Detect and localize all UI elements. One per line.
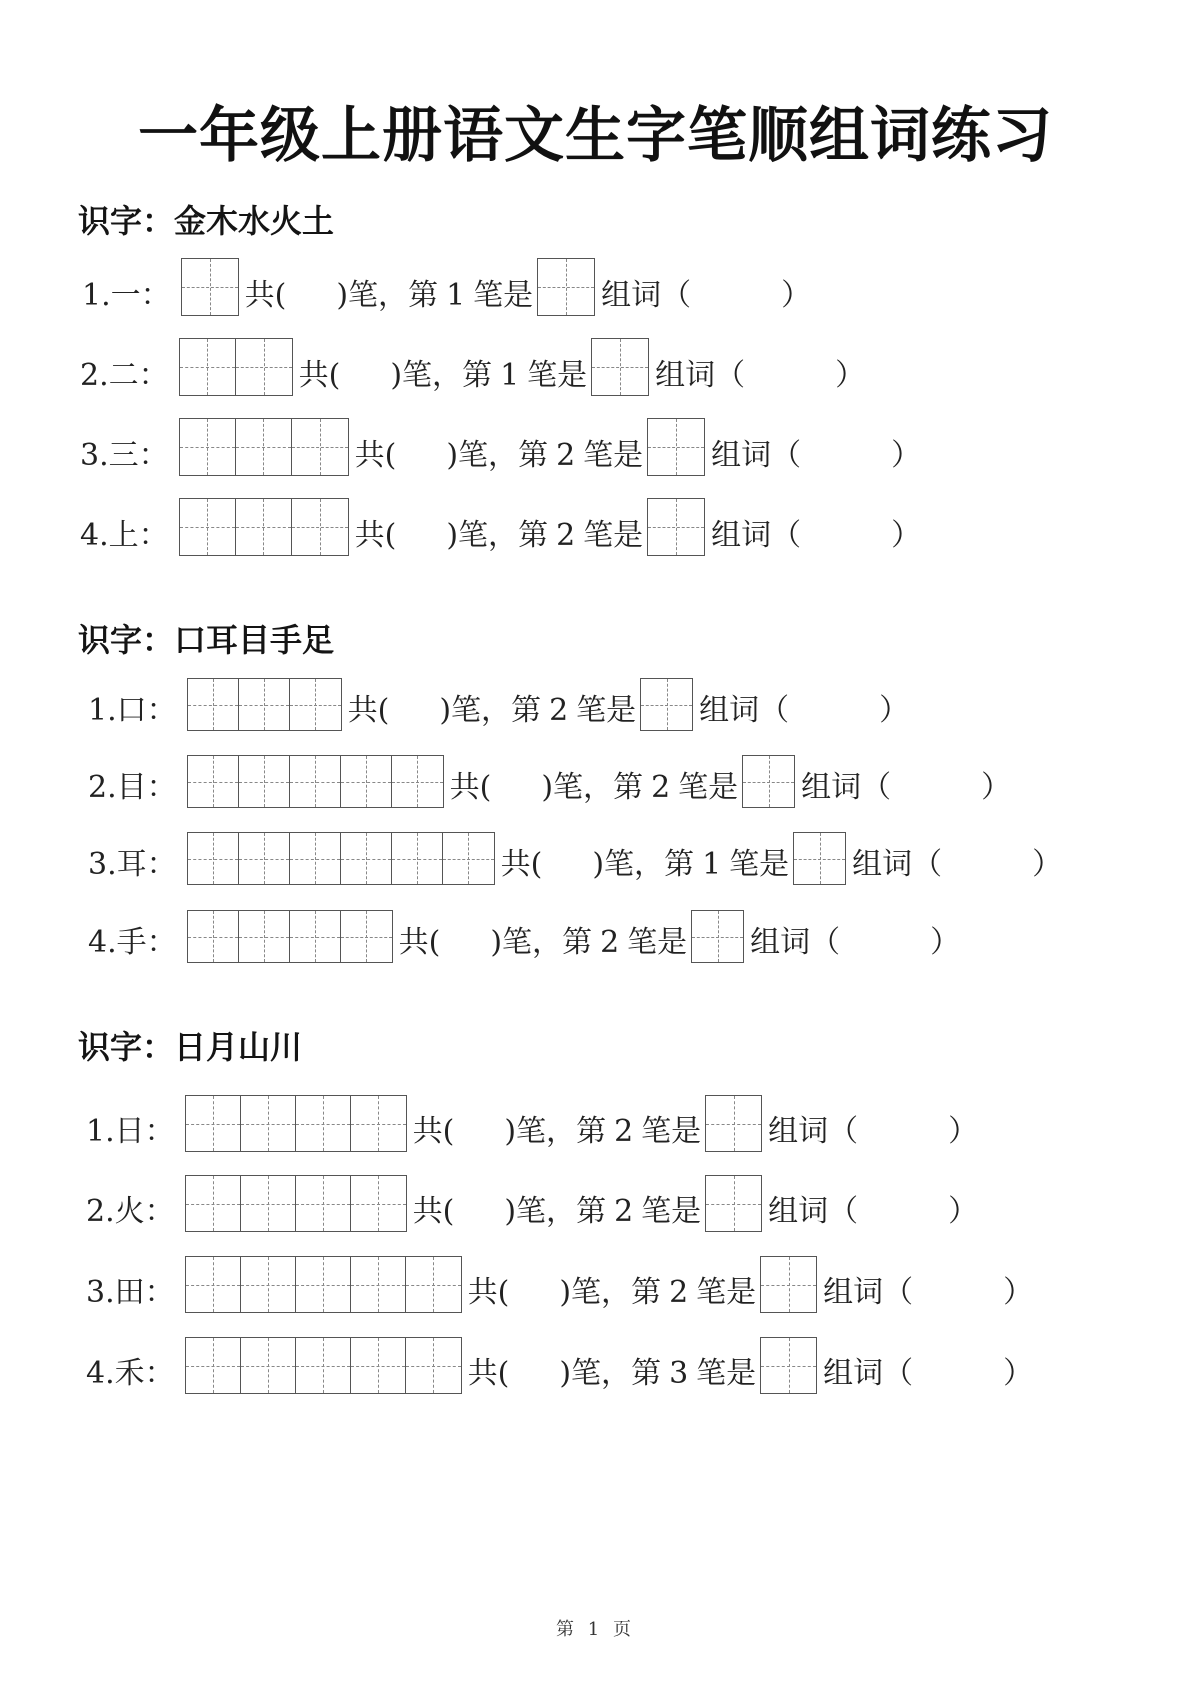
exercise-row <box>80 496 921 556</box>
tianzige-cell[interactable] <box>239 756 290 807</box>
section-heading-2: 识字：口耳目手足 <box>78 621 335 659</box>
stroke-suffix: 笔是 <box>583 518 644 553</box>
stroke-index: 2 <box>549 693 569 728</box>
word-prefix: 组词（ <box>711 518 802 553</box>
stroke-suffix: 笔是 <box>627 925 688 960</box>
section-heading-3: 识字：日月山川 <box>78 1028 303 1066</box>
tianzige-cell[interactable] <box>351 1096 406 1151</box>
strokes-suffix: )笔， <box>336 278 409 313</box>
stroke-suffix: 笔是 <box>729 847 790 882</box>
stroke-suffix: 笔是 <box>678 770 739 805</box>
exercise-row <box>88 748 1011 808</box>
page-number: 第 1 页 <box>556 1619 635 1640</box>
stroke-prefix: 第 <box>462 358 493 393</box>
tianzige-cell[interactable] <box>180 419 236 475</box>
tianzige-cell[interactable] <box>239 679 290 730</box>
stroke-writing-grid <box>187 910 393 963</box>
stroke-prefix: 第 <box>518 438 549 473</box>
total-strokes-label: 共( <box>412 1114 455 1149</box>
stroke-writing-grid <box>185 1095 407 1152</box>
tianzige-cell[interactable] <box>706 1096 761 1151</box>
tianzige-cell[interactable] <box>236 499 292 555</box>
word-suffix: ） <box>891 518 922 553</box>
tianzige-cell[interactable] <box>296 1338 351 1393</box>
strokes-suffix: )笔， <box>504 1114 577 1149</box>
stroke-index: 2 <box>614 1114 634 1149</box>
stroke-suffix: 笔是 <box>641 1194 702 1229</box>
tianzige-cell[interactable] <box>761 1257 816 1312</box>
tianzige-cell[interactable] <box>641 679 692 730</box>
stroke-prefix: 第 <box>576 1114 607 1149</box>
exercise-row <box>88 825 1062 885</box>
tianzige-cell[interactable] <box>188 833 239 884</box>
exercise-row <box>80 336 865 396</box>
stroke-prefix: 第 <box>631 1275 662 1310</box>
row-label: 3.耳： <box>88 847 177 882</box>
tianzige-cell[interactable] <box>406 1338 461 1393</box>
tianzige-cell[interactable] <box>592 339 648 395</box>
tianzige-cell[interactable] <box>406 1257 461 1312</box>
tianzige-cell[interactable] <box>290 833 341 884</box>
tianzige-cell[interactable] <box>296 1176 351 1231</box>
tianzige-cell[interactable] <box>241 1096 296 1151</box>
row-label: 3.田： <box>86 1275 175 1310</box>
tianzige-cell[interactable] <box>351 1338 406 1393</box>
stroke-writing-grid <box>179 498 349 556</box>
stroke-answer-grid <box>705 1175 762 1232</box>
total-strokes-label: 共( <box>412 1194 455 1229</box>
stroke-index: 2 <box>614 1194 634 1229</box>
row-label: 3.三： <box>80 438 169 473</box>
stroke-answer-grid <box>647 498 705 556</box>
tianzige-cell[interactable] <box>538 259 594 315</box>
stroke-writing-grid <box>179 338 293 396</box>
strokes-suffix: )笔， <box>504 1194 577 1229</box>
tianzige-cell[interactable] <box>290 911 341 962</box>
tianzige-cell[interactable] <box>341 911 392 962</box>
stroke-index: 2 <box>556 438 576 473</box>
tianzige-cell[interactable] <box>186 1338 241 1393</box>
tianzige-cell[interactable] <box>648 419 704 475</box>
strokes-suffix: )笔， <box>439 693 512 728</box>
total-strokes-label: 共( <box>244 278 287 313</box>
strokes-suffix: )笔， <box>559 1275 632 1310</box>
word-prefix: 组词（ <box>655 358 746 393</box>
row-label: 2.二： <box>80 358 169 393</box>
total-strokes-label: 共( <box>354 438 397 473</box>
word-prefix: 组词（ <box>750 925 841 960</box>
tianzige-cell[interactable] <box>292 499 348 555</box>
stroke-suffix: 笔是 <box>696 1275 757 1310</box>
word-suffix: ） <box>879 693 910 728</box>
word-suffix: ） <box>891 438 922 473</box>
word-prefix: 组词（ <box>699 693 790 728</box>
tianzige-cell[interactable] <box>292 419 348 475</box>
strokes-suffix: )笔， <box>446 518 519 553</box>
word-prefix: 组词（ <box>768 1114 859 1149</box>
exercise-row <box>88 903 960 963</box>
tianzige-cell[interactable] <box>186 1096 241 1151</box>
stroke-answer-grid <box>647 418 705 476</box>
tianzige-cell[interactable] <box>341 833 392 884</box>
strokes-suffix: )笔， <box>390 358 463 393</box>
word-prefix: 组词（ <box>852 847 943 882</box>
exercise-row <box>86 1092 978 1152</box>
tianzige-cell[interactable] <box>188 679 239 730</box>
strokes-suffix: )笔， <box>541 770 614 805</box>
tianzige-cell[interactable] <box>186 1176 241 1231</box>
word-prefix: 组词（ <box>823 1275 914 1310</box>
tianzige-cell[interactable] <box>341 756 392 807</box>
word-suffix: ） <box>948 1194 979 1229</box>
stroke-answer-grid <box>742 755 795 808</box>
tianzige-cell[interactable] <box>241 1338 296 1393</box>
stroke-answer-grid <box>705 1095 762 1152</box>
tianzige-cell[interactable] <box>761 1338 816 1393</box>
stroke-prefix: 第 <box>631 1356 662 1391</box>
word-suffix: ） <box>781 278 812 313</box>
stroke-answer-grid <box>760 1337 817 1394</box>
tianzige-cell[interactable] <box>290 679 341 730</box>
stroke-writing-grid <box>181 258 239 316</box>
exercise-row <box>80 416 921 476</box>
word-prefix: 组词（ <box>601 278 692 313</box>
total-strokes-label: 共( <box>354 518 397 553</box>
stroke-suffix: 笔是 <box>527 358 588 393</box>
word-suffix: ） <box>835 358 866 393</box>
total-strokes-label: 共( <box>500 847 543 882</box>
tianzige-cell[interactable] <box>236 339 292 395</box>
exercise-row <box>88 671 909 731</box>
word-prefix: 组词（ <box>823 1356 914 1391</box>
total-strokes-label: 共( <box>449 770 492 805</box>
tianzige-cell[interactable] <box>351 1257 406 1312</box>
tianzige-cell[interactable] <box>290 756 341 807</box>
stroke-writing-grid <box>187 755 444 808</box>
stroke-index: 1 <box>446 278 466 313</box>
strokes-suffix: )笔， <box>559 1356 632 1391</box>
row-label: 2.火： <box>86 1194 175 1229</box>
word-suffix: ） <box>1032 847 1063 882</box>
total-strokes-label: 共( <box>398 925 441 960</box>
stroke-answer-grid <box>691 910 744 963</box>
tianzige-cell[interactable] <box>180 339 236 395</box>
word-prefix: 组词（ <box>711 438 802 473</box>
stroke-prefix: 第 <box>576 1194 607 1229</box>
tianzige-cell[interactable] <box>239 833 290 884</box>
word-suffix: ） <box>981 770 1012 805</box>
total-strokes-label: 共( <box>298 358 341 393</box>
section-heading-1: 识字：金木水火土 <box>78 202 335 240</box>
stroke-writing-grid <box>187 678 342 731</box>
tianzige-cell[interactable] <box>794 833 845 884</box>
total-strokes-label: 共( <box>467 1275 510 1310</box>
tianzige-cell[interactable] <box>180 499 236 555</box>
stroke-prefix: 第 <box>511 693 542 728</box>
stroke-index: 3 <box>669 1356 689 1391</box>
strokes-suffix: )笔， <box>592 847 665 882</box>
row-label: 1.口： <box>88 693 177 728</box>
row-label: 1.日： <box>86 1114 175 1149</box>
tianzige-cell[interactable] <box>743 756 794 807</box>
total-strokes-label: 共( <box>467 1356 510 1391</box>
stroke-answer-grid <box>793 832 846 885</box>
stroke-index: 2 <box>600 925 620 960</box>
tianzige-cell[interactable] <box>392 833 443 884</box>
exercise-row <box>82 256 811 316</box>
tianzige-cell[interactable] <box>241 1257 296 1312</box>
stroke-index: 1 <box>702 847 722 882</box>
tianzige-cell[interactable] <box>648 499 704 555</box>
word-prefix: 组词（ <box>768 1194 859 1229</box>
word-suffix: ） <box>1003 1275 1034 1310</box>
page-title: 一年级上册语文生字笔顺组词练习 <box>138 101 1053 171</box>
tianzige-cell[interactable] <box>296 1096 351 1151</box>
stroke-prefix: 第 <box>518 518 549 553</box>
stroke-writing-grid <box>185 1175 407 1232</box>
strokes-suffix: )笔， <box>446 438 519 473</box>
tianzige-cell[interactable] <box>443 833 494 884</box>
stroke-writing-grid <box>179 418 349 476</box>
stroke-suffix: 笔是 <box>473 278 534 313</box>
stroke-suffix: 笔是 <box>696 1356 757 1391</box>
tianzige-cell[interactable] <box>706 1176 761 1231</box>
tianzige-cell[interactable] <box>351 1176 406 1231</box>
tianzige-cell[interactable] <box>692 911 743 962</box>
tianzige-cell[interactable] <box>186 1257 241 1312</box>
strokes-suffix: )笔， <box>490 925 563 960</box>
stroke-prefix: 第 <box>408 278 439 313</box>
total-strokes-label: 共( <box>347 693 390 728</box>
stroke-answer-grid <box>537 258 595 316</box>
word-suffix: ） <box>1003 1356 1034 1391</box>
tianzige-cell[interactable] <box>182 259 238 315</box>
exercise-row <box>86 1172 978 1232</box>
row-label: 4.手： <box>88 925 177 960</box>
stroke-writing-grid <box>187 832 495 885</box>
tianzige-cell[interactable] <box>241 1176 296 1231</box>
stroke-index: 2 <box>651 770 671 805</box>
row-label: 2.目： <box>88 770 177 805</box>
stroke-index: 1 <box>500 358 520 393</box>
stroke-answer-grid <box>591 338 649 396</box>
stroke-index: 2 <box>556 518 576 553</box>
stroke-writing-grid <box>185 1337 462 1394</box>
stroke-prefix: 第 <box>562 925 593 960</box>
stroke-writing-grid <box>185 1256 462 1313</box>
stroke-answer-grid <box>640 678 693 731</box>
stroke-index: 2 <box>669 1275 689 1310</box>
tianzige-cell[interactable] <box>296 1257 351 1312</box>
tianzige-cell[interactable] <box>188 911 239 962</box>
stroke-suffix: 笔是 <box>641 1114 702 1149</box>
stroke-suffix: 笔是 <box>576 693 637 728</box>
stroke-prefix: 第 <box>613 770 644 805</box>
word-suffix: ） <box>930 925 961 960</box>
tianzige-cell[interactable] <box>239 911 290 962</box>
tianzige-cell[interactable] <box>236 419 292 475</box>
stroke-answer-grid <box>760 1256 817 1313</box>
exercise-row <box>86 1253 1033 1313</box>
exercise-row <box>86 1334 1033 1394</box>
tianzige-cell[interactable] <box>392 756 443 807</box>
row-label: 4.禾： <box>86 1356 175 1391</box>
word-prefix: 组词（ <box>801 770 892 805</box>
row-label: 1.一： <box>82 278 171 313</box>
stroke-prefix: 第 <box>664 847 695 882</box>
tianzige-cell[interactable] <box>188 756 239 807</box>
word-suffix: ） <box>948 1114 979 1149</box>
stroke-suffix: 笔是 <box>583 438 644 473</box>
row-label: 4.上： <box>80 518 169 553</box>
